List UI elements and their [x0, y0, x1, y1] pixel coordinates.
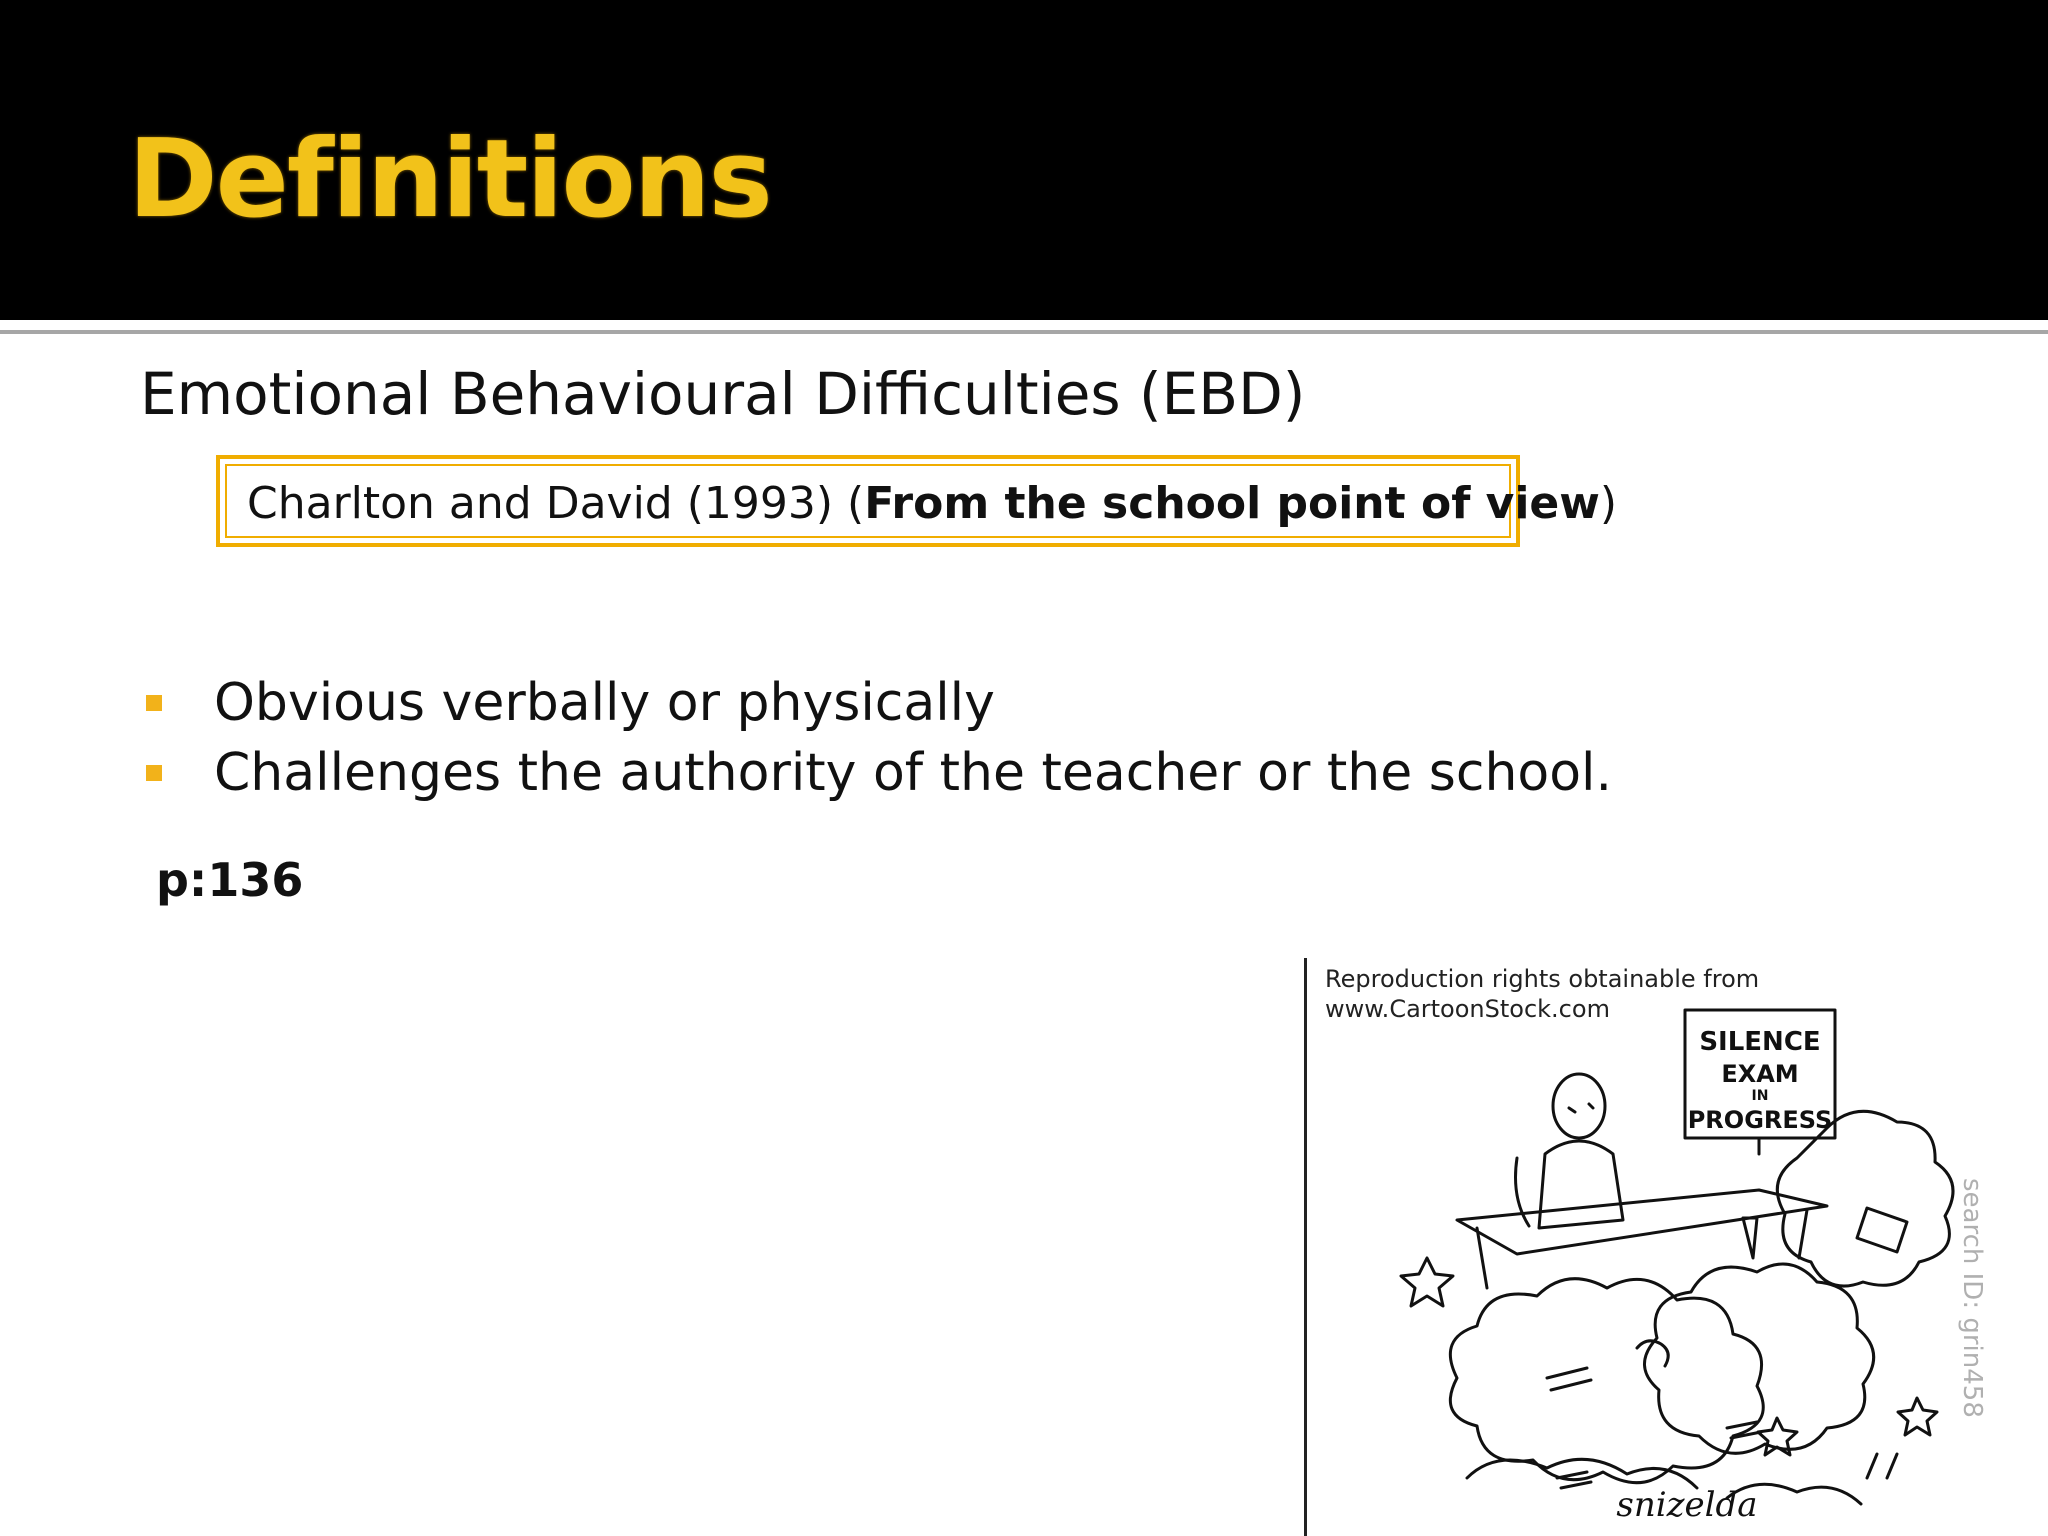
- title-divider-light: [0, 320, 2048, 326]
- sign-text-in: IN: [1751, 1088, 1769, 1104]
- teacher-body: [1539, 1141, 1623, 1228]
- sign-text-silence: SILENCE: [1699, 1027, 1821, 1057]
- bullet-list: [140, 668, 1740, 808]
- teacher-desk: [1457, 1190, 1827, 1254]
- bullet-square-icon: [146, 765, 162, 781]
- sign-text-progress: PROGRESS: [1687, 1106, 1833, 1134]
- slide-subtitle: Emotional Behavioural Difficulties (EBD): [140, 360, 1306, 428]
- cartoon-image: [1304, 958, 2048, 1536]
- bullet-text: Challenges the authority of the teacher or the school.: [214, 743, 1613, 803]
- citation-callout: [216, 455, 1618, 547]
- slide-title: Definitions: [128, 117, 771, 242]
- citation-emphasis: From the school point of view: [864, 478, 1600, 529]
- cartoon-drawing: [1307, 958, 2048, 1536]
- bullet-square-icon: [146, 695, 162, 711]
- cartoon-credit-line2: www.CartoonStock.com: [1325, 995, 1610, 1023]
- citation-callout-text: [225, 464, 1618, 538]
- cartoon-signature: snizelda: [1616, 1485, 1758, 1525]
- title-band: [0, 0, 2048, 320]
- chaos-cloud: [1450, 1279, 1763, 1483]
- citation-closing: ): [1599, 478, 1618, 529]
- bullet-item: [140, 668, 1740, 738]
- cartoon-search-id: search ID: grin458: [1957, 1178, 1987, 1418]
- page-reference: p:136: [156, 853, 304, 907]
- bullet-item: [140, 738, 1740, 808]
- teacher-head: [1553, 1074, 1605, 1138]
- sign-text-exam: EXAM: [1721, 1060, 1799, 1088]
- title-divider-grey: [0, 330, 2048, 334]
- bullet-text: Obvious verbally or physically: [214, 673, 995, 733]
- cartoon-credit-line1: Reproduction rights obtainable from: [1325, 965, 1760, 993]
- citation-text: Charlton and David (1993) (: [247, 478, 865, 529]
